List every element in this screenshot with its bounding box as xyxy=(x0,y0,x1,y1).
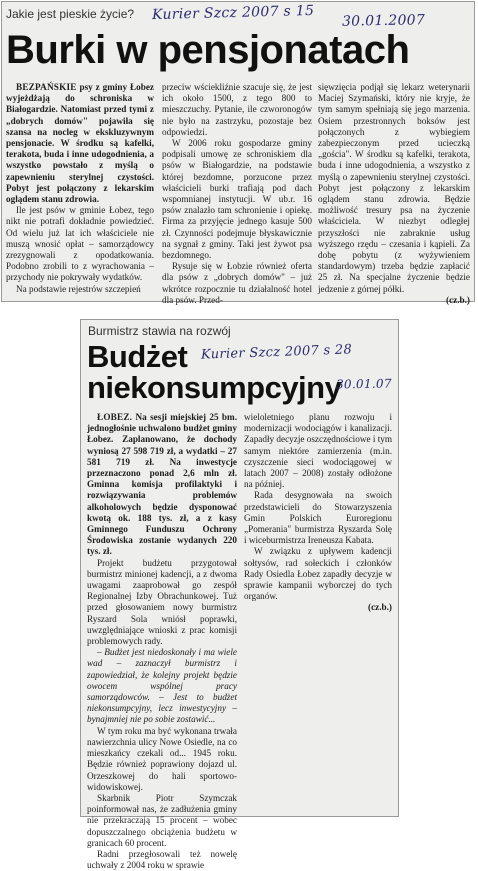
handwritten-date-note: 30.01.07 xyxy=(335,376,392,392)
article-clipping-burki xyxy=(1,1,475,305)
article-headline-line-2: niekonsumpcyjny xyxy=(87,370,342,405)
article-column-1 xyxy=(87,412,237,871)
article-clipping-budzet xyxy=(80,319,399,871)
handwritten-date-note: 30.01.2007 xyxy=(341,12,426,30)
article-kicker: Burmistrz stawia na rozwój xyxy=(88,324,231,338)
article-column-3 xyxy=(318,82,470,305)
body-paragraph: W związku z upływem kadencji sołtysów, rad sołeckich i członków Rady Osiedla Łobez zapadły decyzje w sprawie kampanii wyborczej do tych organów. xyxy=(244,546,392,602)
body-paragraph: W 2006 roku gospodarze gminy podpisali umowę ze schroniskiem dla psów w Białogardzie, na podstawie której bezdomne, porzucone przez właścicieli burki trafiają pod dach wspomnianej instytucji. W ub.r. 16 psów znalazło tam schronienie i opiekę. Firma za przyjęcie jednego kasuje 500 zł. Czynności podejmuje błyskawicznie na sygnał z gminy. Taki jest żywot psa bezdomnego. xyxy=(162,138,312,261)
body-paragraph: Radni przegłosowali też nowelę uchwały z 2004 roku w sprawie xyxy=(87,848,237,871)
article-column-1 xyxy=(6,82,154,300)
handwritten-source-note: Kurier Szcz 2007 s 15 xyxy=(151,2,315,24)
body-paragraph: Projekt budżetu przygotował burmistrz minionej kadencji, a z dwoma uwagami zaaprobował go zespół Regionalnej Izby Obrachunkowej. Tuż przed głosowaniem nowy burmistrz Ryszard Sola wniósł poprawki, uwzględniające wnioski z prac komisji problemowych rady. xyxy=(87,557,237,647)
body-paragraph: Ile jest psów w gminie Łobez, tego nikt nie potrafi dokładnie powiedzieć. Od wielu już lat ich właściciele nie muszą wnosić opłat – samorządowcy zrezygnowali z opodatkowania. Podobno zrobili to z wyrachowania – przychody nie pokrywały wydatków. xyxy=(6,205,154,283)
article-column-2 xyxy=(162,82,312,305)
article-kicker: Jakie jest pieskie życie? xyxy=(6,7,135,21)
lead-paragraph: BEZPAŃSKIE psy z gminy Łobez wyjeżdżają do schroniska w Białogardzie. Natomiast przed tymi z „dobrych domów" pojawiła się szansa na nocleg w ekskluzywnym pensjonacie. W środku są kafelki, terakota, buda i inne udogodnienia, a wszystko powstało z myślą o zapewnieniu sterylnej czystości. Pobyt jest połączony z lekarskim oglądem stanu zdrowia. xyxy=(6,82,154,205)
quote-paragraph: – Budżet jest niedoskonały i ma wiele wad – zaznaczył burmistrz i zapowiedział, że kolejny projekt będzie owocem wspólnej pracy samorządowców. – Jest to budżet niekonsumpcyjny, lecz inwestycyjny – bynajmniej nie po sobie zostawić... xyxy=(87,647,237,725)
body-paragraph: sięwzięcia podjął się lekarz weterynarii Maciej Szymański, który nie kryje, że tym samym spełniają się jego marzenia. Osiem przestronnych boksów jest połączonych z wybiegiem zabezpieczonym przed ucieczką „gościa". W środku są kafelki, terakota, buda i inne udogodnienia, a wszystko z myślą o zapewnieniu sterylnej czystości. Pobyt jest połączony z lekarskim oglądem stanu zdrowia. Będzie możliwość tresury psa na życzenie właściciela. W niezbyt odległej przyszłości nie zabraknie usług wyższego rzędu – czesania i kąpieli. Za dobę pobytu (z wyżywieniem standardowym) trzeba będzie zapłacić 25 zł. Na specjalne życzenie będzie jedzenie z górnej półki. xyxy=(318,82,470,294)
body-paragraph: Rada desygnowała na swoich przedstawicieli do Stowarzyszenia Gmin Polskich Euroregionu „Pomerania" burmistrza Ryszarda Solę i wiceburmistrza Ireneusza Kabata. xyxy=(244,490,392,546)
body-paragraph: wieloletniego planu rozwoju i modernizacji wodociągów i kanalizacji. Zapadły decyzje oszczędnościowe i tym samym niektóre zamierzenia (m.in. czyszczenie sieci wodociągowej w latach 2007 – 2008) zostały odłożone na później. xyxy=(244,412,392,490)
article-column-2 xyxy=(244,412,392,612)
body-paragraph: W tym roku ma być wykonana trwała nawierzchnia ulicy Nowe Osiedle, na co mieszkańcy czekali od... 1945 roku. Będzie również poprawiony dojazd ul. Orzeszkowej do hali sportowo-widowiskowej. xyxy=(87,725,237,792)
author-signature: (cz.b.) xyxy=(368,602,392,613)
article-headline: Burki w pensjonatach xyxy=(6,28,410,72)
body-paragraph: Na podstawie rejestrów szczepień xyxy=(16,283,141,294)
article-headline-line-1: Budżet xyxy=(87,339,188,374)
body-paragraph: Skarbnik Piotr Szymczak poinformował nas, że zadłużenia gminy nie przekraczają 15 procent – wobec dopuszczalnego obciążenia budżetu w granicach 60 procent. xyxy=(87,792,237,848)
author-signature: (cz.b.) xyxy=(446,294,470,305)
handwritten-source-note: Kurier Szcz 2007 s 28 xyxy=(200,342,353,363)
body-paragraph: przeciw wściekliźnie szacuje się, że jest ich około 1500, z tego 800 to mieszczuchy. Pytanie, ile czworonogów nie było na zastrzyku, pozostaje bez odpowiedzi. xyxy=(162,82,312,137)
lead-paragraph: ŁOBEZ. Na sesji miejskiej 25 bm. jednogłośnie uchwalono budżet gminy Łobez. Zaplanowano, że dochody wyniosą 27 598 719 zł, a wydatki – 27 581 719 zł. Na inwestycje przeznaczono ponad 2,6 mln zł. Gminna komisja profilaktyki i rozwiązywania problemów alkoholowych będzie dysponować kwotą ok. 188 tys. zł, a z kasy Gminnego Funduszu Ochrony Środowiska zostanie wydanych 220 tys. zł. xyxy=(87,412,237,557)
body-paragraph: Rysuje się w Łobzie również oferta dla psów z „dobrych domów" – już wkrótce rozpocznie tu działalność hotel dla psów. Przed- xyxy=(162,261,312,305)
